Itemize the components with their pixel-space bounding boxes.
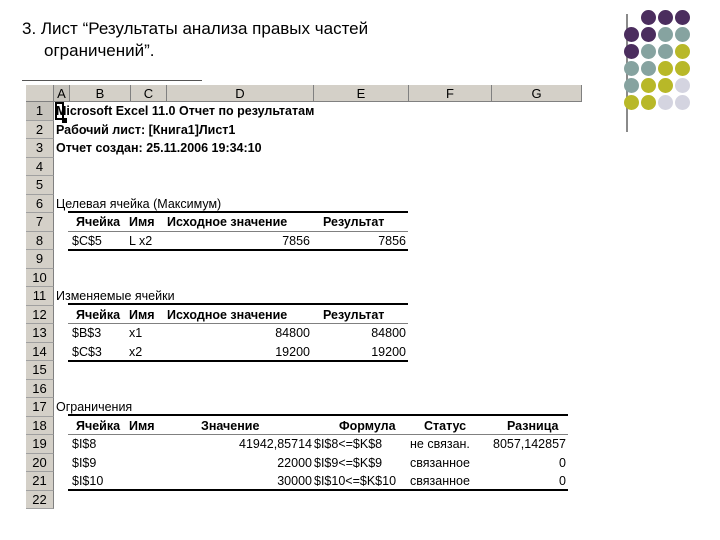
decor-dot (675, 27, 690, 42)
constraints-header-slack: Разница (507, 418, 559, 433)
decor-dot (641, 95, 656, 110)
row-header[interactable]: 15 (26, 361, 54, 380)
target-initial-value: 7856 (282, 233, 310, 248)
report-created: Отчет создан: 25.11.2006 19:34:10 (56, 141, 262, 155)
constraints-rule-bottom (68, 489, 568, 491)
target-header-name: Имя (129, 215, 155, 229)
decor-dot (641, 27, 656, 42)
slide-title (22, 18, 368, 62)
report-worksheet: Рабочий лист: [Книга1]Лист1 (56, 122, 236, 137)
decor-dot (624, 44, 639, 59)
variables-row-initial: 19200 (275, 344, 310, 359)
target-rule-top (68, 211, 408, 213)
decor-dot (641, 61, 656, 76)
row-header[interactable]: 17 (26, 398, 54, 417)
constraint-row-value: 22000 (277, 455, 312, 470)
column-header-d[interactable]: D (167, 85, 314, 102)
constraint-row-value: 30000 (277, 474, 312, 488)
row-header[interactable]: 20 (26, 454, 54, 473)
row-header[interactable]: 6 (26, 195, 54, 214)
target-header-initial: Исходное значение (167, 215, 288, 229)
variables-row-name: x1 (129, 326, 143, 340)
decor-dot (641, 10, 656, 25)
target-section-title: Целевая ячейка (Максимум) (56, 196, 222, 211)
slide-title-line2: ограничений”. (44, 41, 155, 60)
variables-row-cell: $B$3 (72, 326, 102, 340)
row-header[interactable]: 5 (26, 176, 54, 195)
row-header[interactable]: 2 (26, 121, 54, 140)
variables-row-cell: $C$3 (72, 344, 102, 359)
decor-dot (675, 61, 690, 76)
decor-dot (624, 78, 639, 93)
variables-row-name: x2 (129, 344, 143, 359)
variables-rule-bottom (68, 360, 408, 362)
constraint-row-status: не связан. (410, 437, 470, 451)
constraint-row-status: связанное (410, 474, 470, 488)
constraint-row-cell: $I$10 (72, 474, 104, 488)
spreadsheet[interactable] (26, 85, 586, 510)
constraint-row-formula: $I$8<=$K$8 (314, 437, 383, 451)
row-header[interactable]: 22 (26, 491, 54, 510)
decor-dot (658, 78, 673, 93)
constraint-row-formula: $I$9<=$K$9 (314, 455, 383, 470)
variables-row-initial: 84800 (275, 326, 310, 340)
constraint-row-slack: 0 (559, 455, 566, 470)
decor-dot (624, 61, 639, 76)
constraints-header-status: Статус (424, 418, 467, 433)
constraint-row-cell: $I$9 (72, 455, 97, 470)
constraints-header-formula: Формула (339, 418, 396, 433)
variables-header-initial: Исходное значение (167, 307, 288, 322)
column-header-f[interactable]: F (409, 85, 492, 102)
slide-title-line1: 3. Лист “Результаты анализа правых частей (22, 19, 369, 38)
decor-dot (624, 95, 639, 110)
constraints-section-title: Ограничения (56, 400, 133, 414)
variables-header-name: Имя (129, 307, 155, 322)
row-header[interactable]: 7 (26, 213, 54, 232)
row-header[interactable]: 12 (26, 306, 54, 325)
column-header-a[interactable]: A (54, 85, 70, 102)
row-header[interactable]: 13 (26, 324, 54, 343)
decor-dot-grid (632, 10, 712, 122)
variables-header-cell: Ячейка (75, 307, 121, 322)
constraint-row-slack: 8057,142857 (493, 437, 566, 451)
decor-dot (641, 44, 656, 59)
target-cell-name: L x2 (129, 233, 153, 248)
decor-dot (658, 27, 673, 42)
target-cell-ref: $C$5 (72, 233, 102, 248)
row-header[interactable]: 1 (26, 102, 54, 121)
row-header[interactable]: 21 (26, 472, 54, 491)
row-header[interactable]: 11 (26, 287, 54, 306)
decor-dot (675, 78, 690, 93)
constraint-row-slack: 0 (559, 474, 566, 488)
decor-dot (658, 61, 673, 76)
decor-dot (641, 78, 656, 93)
variables-section-title: Изменяемые ячейки (56, 289, 175, 303)
variables-row-result: 84800 (371, 326, 406, 340)
constraint-row-formula: $I$10<=$K$10 (314, 474, 397, 488)
constraints-header-name: Имя (129, 418, 155, 433)
target-result-value: 7856 (378, 233, 406, 248)
row-header[interactable]: 16 (26, 380, 54, 399)
decor-dot (658, 95, 673, 110)
decor-dot (624, 27, 639, 42)
column-header-c[interactable]: C (131, 85, 167, 102)
variables-header-result: Результат (323, 307, 385, 322)
column-header-e[interactable]: E (314, 85, 409, 102)
target-header-cell: Ячейка (75, 215, 121, 229)
row-header[interactable]: 19 (26, 435, 54, 454)
target-rule-bottom (68, 249, 408, 251)
constraint-row-cell: $I$8 (72, 437, 97, 451)
title-underline (22, 80, 202, 81)
row-header[interactable]: 18 (26, 417, 54, 436)
select-all-corner[interactable] (26, 85, 54, 102)
constraint-row-status: связанное (410, 455, 470, 470)
constraint-row-value: 41942,85714 (239, 437, 312, 451)
row-header[interactable]: 10 (26, 269, 54, 288)
decor-dot (675, 44, 690, 59)
row-header[interactable]: 3 (26, 139, 54, 158)
column-header-g[interactable]: G (492, 85, 582, 102)
constraints-header-cell: Ячейка (75, 418, 121, 433)
row-header[interactable]: 8 (26, 232, 54, 251)
column-header-b[interactable]: B (70, 85, 131, 102)
target-header-result: Результат (323, 215, 385, 229)
row-header[interactable]: 14 (26, 343, 54, 362)
decor-dot (658, 44, 673, 59)
row-header[interactable]: 9 (26, 250, 54, 269)
decor-dot (658, 10, 673, 25)
decor-dot (675, 95, 690, 110)
report-title: Microsoft Excel 11.0 Отчет по результатам (56, 104, 315, 118)
decor-dot (675, 10, 690, 25)
variables-row-result: 19200 (371, 344, 406, 359)
row-header[interactable]: 4 (26, 158, 54, 177)
constraints-header-value: Значение (201, 418, 260, 433)
